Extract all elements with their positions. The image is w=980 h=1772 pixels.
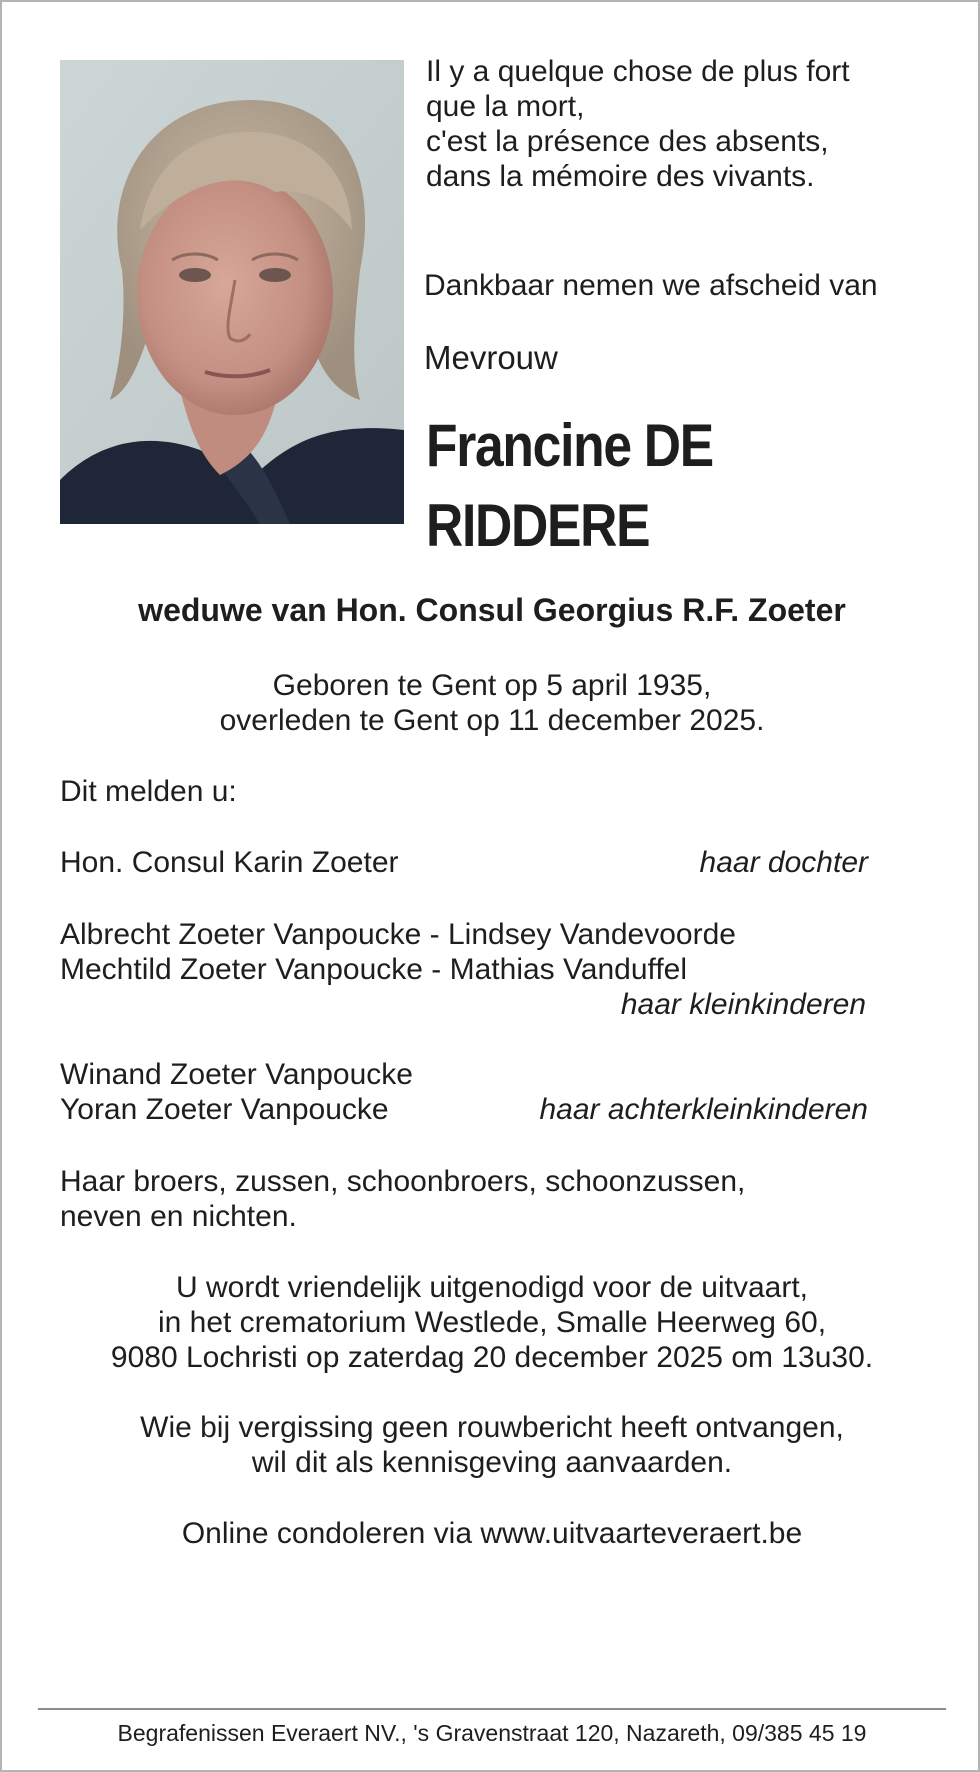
quote-block bbox=[426, 54, 946, 194]
daughter-name: Hon. Consul Karin Zoeter bbox=[60, 846, 399, 879]
online-condolence-text: Online condoleren via www.uitvaarteveraert.be bbox=[181, 1517, 803, 1550]
great-grandchild-line: Winand Zoeter Vanpoucke bbox=[60, 1058, 413, 1091]
great-grandchild-line: Yoran Zoeter Vanpoucke bbox=[60, 1093, 389, 1126]
relatives-line: neven en nichten. bbox=[60, 1200, 297, 1233]
funeral-line: U wordt vriendelijk uitgenodigd voor de uitvaart, bbox=[175, 1271, 808, 1304]
portrait-photo bbox=[60, 60, 404, 524]
widow-line: weduwe van Hon. Consul Georgius R.F. Zoeter bbox=[138, 592, 846, 628]
funeral-home-footer: Begrafenissen Everaert NV., 's Gravenstraat 120, Nazareth, 09/385 45 19 bbox=[117, 1720, 867, 1746]
footer-divider bbox=[38, 1708, 946, 1710]
grandchild-line: Mechtild Zoeter Vanpoucke - Mathias Vanduffel bbox=[60, 953, 688, 986]
grandchild-line: Albrecht Zoeter Vanpoucke - Lindsey Vandevoorde bbox=[60, 918, 736, 951]
notice-line: wil dit als kennisgeving aanvaarden. bbox=[251, 1446, 733, 1479]
relatives-line: Haar broers, zussen, schoonbroers, schoonzussen, bbox=[60, 1165, 746, 1198]
grandchildren-relation: haar kleinkinderen bbox=[620, 988, 866, 1021]
great-grandchildren-relation: haar achterkleinkinderen bbox=[539, 1093, 868, 1126]
funeral-line: 9080 Lochristi op zaterdag 20 december 2025 om 13u30. bbox=[110, 1341, 874, 1374]
funeral-line: in het crematorium Westlede, Smalle Heerweg 60, bbox=[157, 1306, 827, 1339]
died-line: overleden te Gent op 11 december 2025. bbox=[219, 704, 765, 737]
born-line: Geboren te Gent op 5 april 1935, bbox=[272, 669, 712, 702]
quote-line: que la mort, bbox=[426, 90, 585, 123]
announce-text: Dit melden u: bbox=[60, 775, 237, 808]
birth-death-block bbox=[2, 668, 980, 738]
intro-text: Dankbaar nemen we afscheid van bbox=[424, 269, 878, 302]
name-line: Francine DE bbox=[426, 412, 713, 479]
honorific: Mevrouw bbox=[424, 339, 558, 376]
portrait-illustration bbox=[60, 60, 404, 524]
daughter-relation: haar dochter bbox=[699, 846, 868, 879]
notice-line: Wie bij vergissing geen rouwbericht heeft ontvangen, bbox=[140, 1411, 844, 1444]
online-condolence bbox=[2, 1516, 980, 1551]
quote-line: c'est la présence des absents, bbox=[426, 125, 829, 158]
funeral-info bbox=[2, 1270, 980, 1375]
notice-info bbox=[2, 1410, 980, 1480]
name-line: RIDDERE bbox=[426, 492, 650, 559]
deceased-name bbox=[426, 406, 873, 566]
quote-line: dans la mémoire des vivants. bbox=[426, 160, 815, 193]
quote-line: Il y a quelque chose de plus fort bbox=[426, 55, 850, 88]
